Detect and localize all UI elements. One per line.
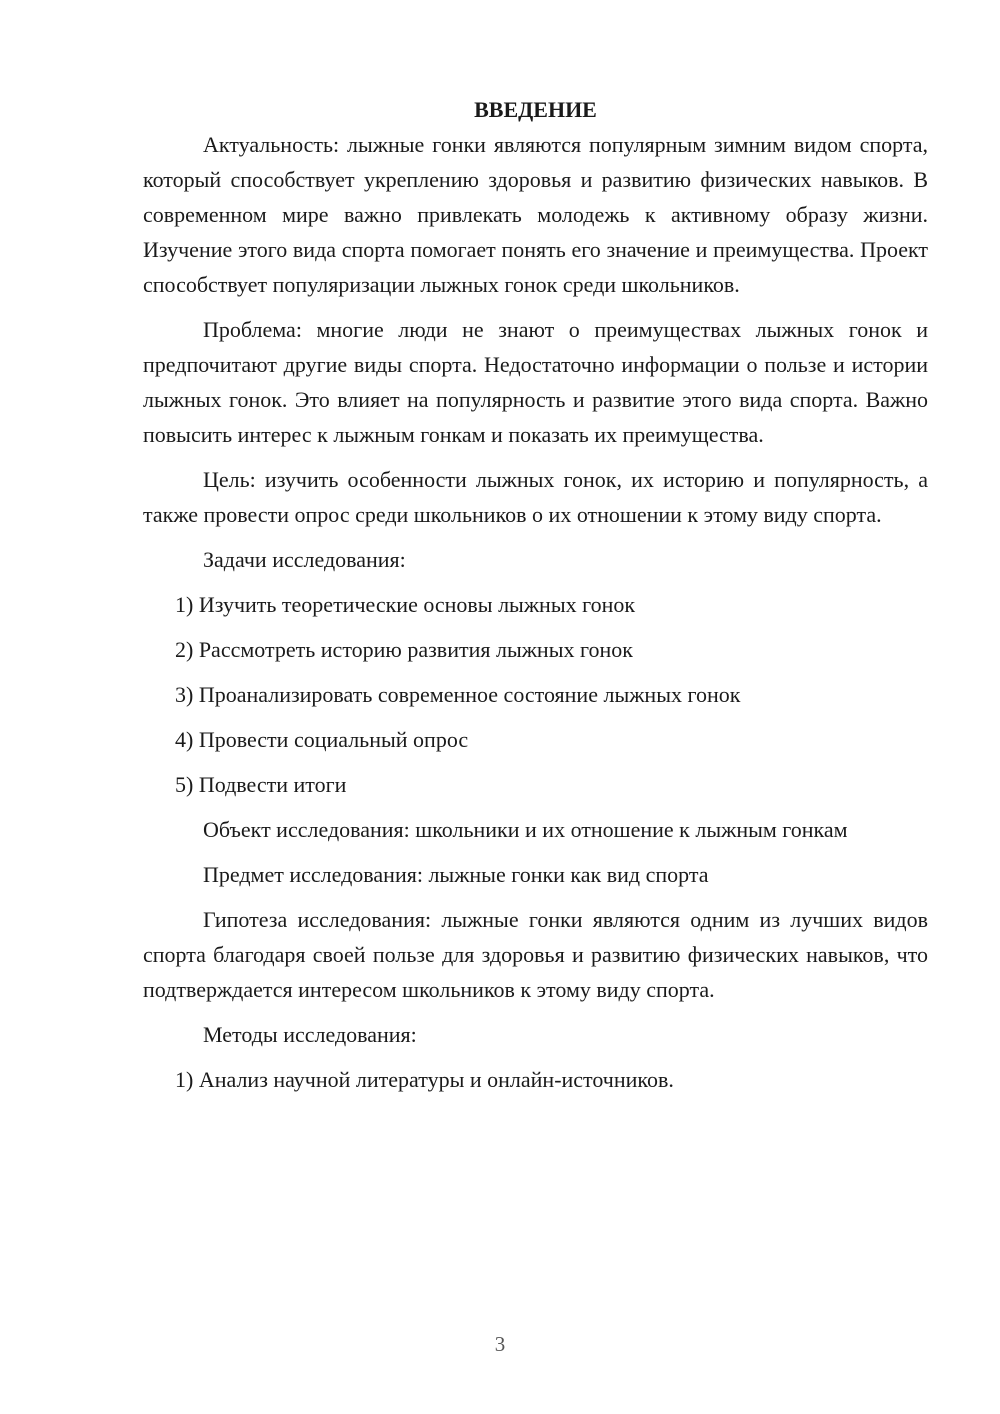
methods-title: Методы исследования:: [203, 1022, 417, 1047]
subject-paragraph: Предмет исследования: лыжные гонки как вид спорта: [203, 862, 709, 887]
relevance-paragraph: Актуальность: лыжные гонки являются популярным зимним видом спорта, который способствует укреплению здоровья и развитию физических навыков. В современном мире важно привлекать молодежь к активному образу жизни. Изучение этого вида спорта помогает понять его значение и преимущества. Проект способствует популяризации лыжных гонок среди школьников.: [143, 132, 928, 297]
method-item-1: 1) Анализ научной литературы и онлайн-источников.: [175, 1067, 674, 1092]
task-item-4: 4) Провести социальный опрос: [175, 727, 469, 752]
goal-paragraph: Цель: изучить особенности лыжных гонок, их историю и популярность, а также провести опрос среди школьников о их отношении к этому виду спорта.: [143, 467, 928, 527]
page-title: ВВЕДЕНИЕ: [474, 97, 597, 122]
task-item-1: 1) Изучить теоретические основы лыжных гонок: [175, 592, 636, 617]
object-paragraph: Объект исследования: школьники и их отношение к лыжным гонкам: [203, 817, 848, 842]
tasks-title: Задачи исследования:: [203, 547, 406, 572]
page-number: 3: [494, 1332, 506, 1356]
task-item-3: 3) Проанализировать современное состояние лыжных гонок: [175, 682, 741, 707]
document-page: [143, 92, 928, 1097]
hypothesis-paragraph: Гипотеза исследования: лыжные гонки являются одним из лучших видов спорта благодаря своей пользе для здоровья и развитию физических навыков, что подтверждается интересом школьников к этому виду спорта.: [143, 907, 928, 1002]
task-item-2: 2) Рассмотреть историю развития лыжных гонок: [175, 637, 633, 662]
problem-paragraph: Проблема: многие люди не знают о преимуществах лыжных гонок и предпочитают другие виды спорта. Недостаточно информации о пользе и истории лыжных гонок. Это влияет на популярность и развитие этого вида спорта. Важно повысить интерес к лыжным гонкам и показать их преимущества.: [143, 317, 928, 447]
task-item-5: 5) Подвести итоги: [175, 772, 347, 797]
